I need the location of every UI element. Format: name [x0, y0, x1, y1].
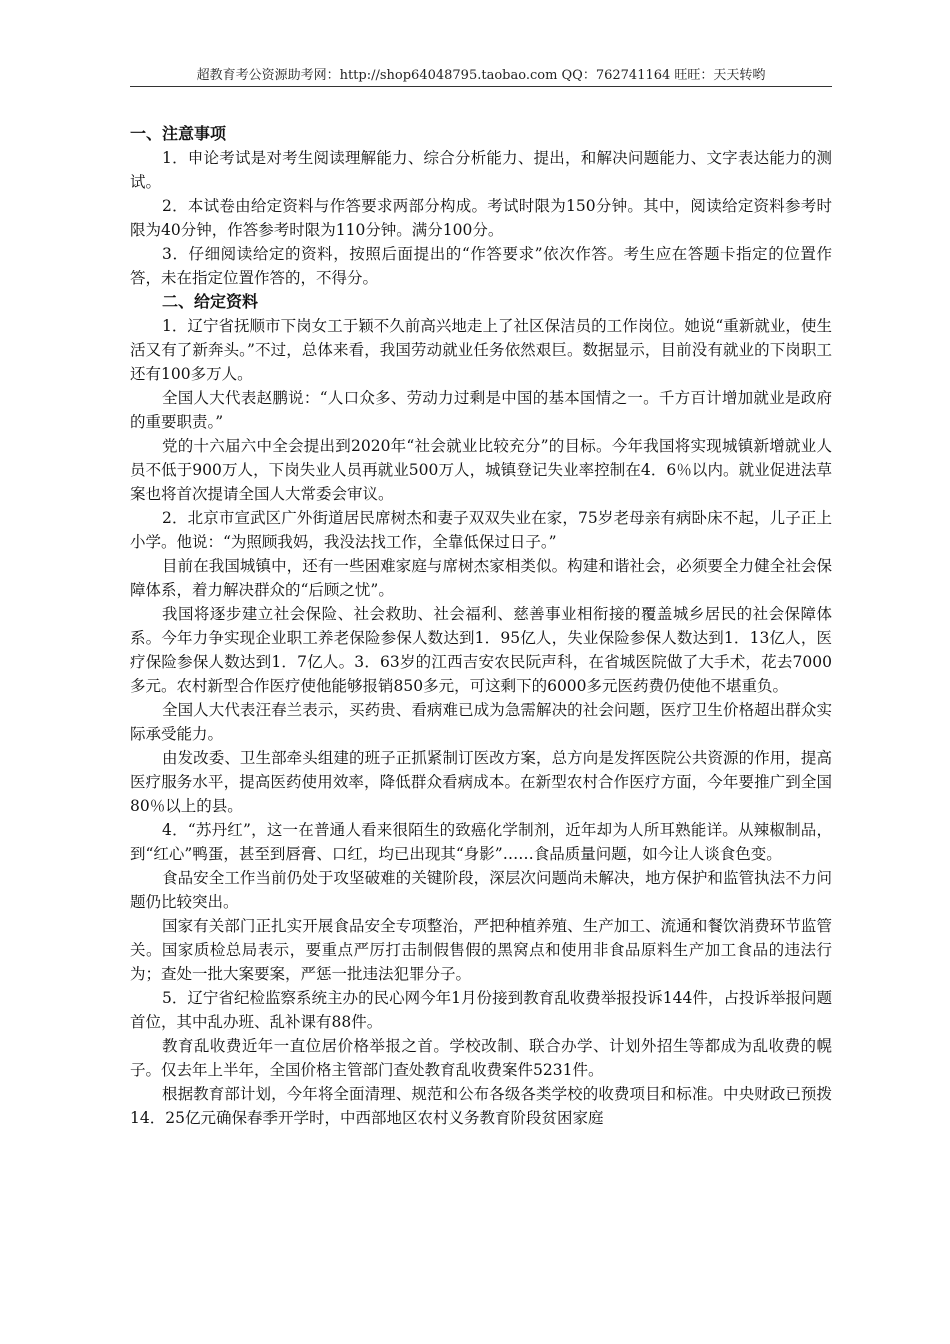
material-paragraph: 食品安全工作当前仍处于攻坚破难的关键阶段，深层次问题尚未解决，地方保护和监管执法不力问题仍比较突出。 [130, 869, 832, 911]
material-paragraph: 党的十六届六中全会提出到2020年“社会就业比较充分”的目标。今年我国将实现城镇新增就业人员不低于900万人，下岗失业人员再就业500万人，城镇登记失业率控制在4．6％以内。就业促进法草案也将首次提请全国人大常委会审议。 [130, 437, 832, 503]
notes-paragraph: 3．仔细阅读给定的资料，按照后面提出的“作答要求”依次作答。考生应在答题卡指定的位置作答，未在指定位置作答的，不得分。 [130, 245, 832, 287]
material-paragraph: 4．“苏丹红”，这一在普通人看来很陌生的致癌化学制剂，近年却为人所耳熟能详。从辣椒制品，到“红心”鸭蛋，甚至到唇膏、口红，均已出现其“身影”……食品质量问题，如今让人谈食色变。 [130, 821, 832, 863]
page-header: 超教育考公资源助考网：http://shop64048795.taobao.com QQ：762741164 旺旺：天天转哟 [196, 68, 766, 83]
material-paragraph: 全国人大代表赵鹏说：“人口众多、劳动力过剩是中国的基本国情之一。千方百计增加就业是政府的重要职责。” [130, 389, 832, 431]
material-paragraph: 2．北京市宣武区广外街道居民席树杰和妻子双双失业在家，75岁老母亲有病卧床不起，儿子正上小学。他说：“为照顾我妈，我没法找工作，全靠低保过日子。” [130, 509, 832, 551]
material-paragraph: 国家有关部门正扎实开展食品安全专项整治，严把种植养殖、生产加工、流通和餐饮消费环节监管关。国家质检总局表示，要重点严厉打击制假售假的黑窝点和使用非食品原料生产加工食品的违法行为；查处一批大案要案，严惩一批违法犯罪分子。 [130, 917, 832, 983]
material-paragraph: 教育乱收费近年一直位居价格举报之首。学校改制、联合办学、计划外招生等都成为乱收费的幌子。仅去年上半年，全国价格主管部门查处教育乱收费案件5231件。 [130, 1037, 832, 1079]
notes-paragraph: 1．申论考试是对考生阅读理解能力、综合分析能力、提出，和解决问题能力、文字表达能力的测试。 [130, 149, 832, 191]
material-paragraph: 1．辽宁省抚顺市下岗女工于颖不久前高兴地走上了社区保洁员的工作岗位。她说“重新就业，使生活又有了新奔头。”不过，总体来看，我国劳动就业任务依然艰巨。数据显示，目前没有就业的下岗职工还有100多万人。 [130, 317, 832, 383]
material-paragraph: 根据教育部计划，今年将全面清理、规范和公布各级各类学校的收费项目和标准。中央财政已预拨14．25亿元确保春季开学时，中西部地区农村义务教育阶段贫困家庭 [130, 1085, 832, 1127]
section-title-materials: 二、给定资料 [162, 292, 259, 311]
material-paragraph: 目前在我国城镇中，还有一些困难家庭与席树杰家相类似。构建和谐社会，必须要全力健全社会保障体系，着力解决群众的“后顾之忧”。 [130, 557, 832, 599]
material-paragraph: 5．辽宁省纪检监察系统主办的民心网今年1月份接到教育乱收费举报投诉144件，占投诉举报问题首位，其中乱办班、乱补课有88件。 [130, 989, 832, 1031]
material-paragraph: 全国人大代表汪春兰表示，买药贵、看病难已成为急需解决的社会问题，医疗卫生价格超出群众实际承受能力。 [130, 701, 832, 743]
material-paragraph: 由发改委、卫生部牵头组建的班子正抓紧制订医改方案，总方向是发挥医院公共资源的作用，提高医疗服务水平，提高医药使用效率，降低群众看病成本。在新型农村合作医疗方面，今年要推广到全国80％以上的县。 [130, 749, 832, 815]
document-body [130, 122, 832, 1130]
material-paragraph: 我国将逐步建立社会保险、社会救助、社会福利、慈善事业相衔接的覆盖城乡居民的社会保障体系。今年力争实现企业职工养老保险参保人数达到1．95亿人，失业保险参保人数达到1．13亿人，医疗保险参保人数达到1．7亿人。3．63岁的江西吉安农民阮声科，在省城医院做了大手术，花去7000多元。农村新型合作医疗使他能够报销850多元，可这剩下的6000多元医药费仍使他不堪重负。 [130, 605, 832, 695]
header-divider [130, 86, 832, 87]
notes-paragraph: 2．本试卷由给定资料与作答要求两部分构成。考试时限为150分钟。其中，阅读给定资料参考时限为40分钟，作答参考时限为110分钟。满分100分。 [130, 197, 832, 239]
section-title-notes: 一、注意事项 [130, 124, 227, 143]
